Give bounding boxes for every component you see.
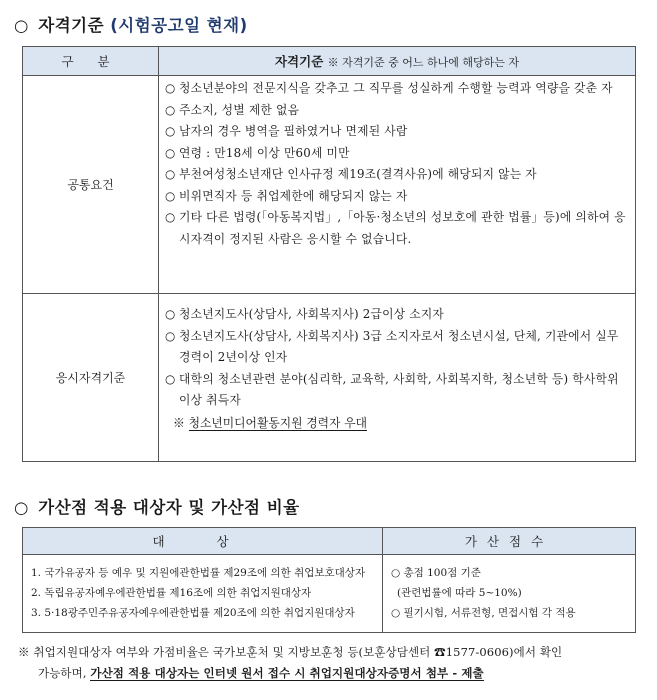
header-category: 구 분 <box>23 47 159 76</box>
list-item: ○ 청소년지도사(상담사, 사회복지사) 2급이상 소지자 <box>165 307 445 321</box>
note-mark: ※ <box>173 415 185 430</box>
bonus-table <box>22 527 636 633</box>
footnote-line2-bold: 가산점 적용 대상자는 인터넷 원서 접수 시 취업지원대상자증명서 첨부 - 제출 <box>90 666 484 680</box>
qualification-table <box>22 46 636 462</box>
header-criteria-sub: ※ 자격기준 중 어느 하나에 해당하는 자 <box>327 56 520 69</box>
footnote-line2 <box>18 663 640 684</box>
row-items-common <box>159 76 636 294</box>
list-item: ○ 총점 100점 기준 <box>391 567 481 579</box>
section-title-paren: (시험공고일 현재) <box>110 16 248 35</box>
list-item: (관련법률에 따라 5~10%) <box>397 587 522 599</box>
list-item: ○ 부천여성청소년재단 인사규정 제19조(결격사유)에 해당되지 않는 자 <box>165 167 537 181</box>
table-row <box>23 294 636 462</box>
list-item: ○ 청소년지도사(상담사, 사회복지사) 3급 소지자로서 청소년시설, 단체, 기관에서 실무 경력이 2년이상 인자 <box>165 328 619 364</box>
section-title-bonus <box>14 494 300 518</box>
header-criteria-label: 자격기준 <box>274 54 324 69</box>
list-item: ○ 대학의 청소년관련 분야(심리학, 교육학, 사회학, 사회복지학, 청소년학 등) 학사학위 이상 취득자 <box>165 371 619 407</box>
section-title-qualification <box>14 12 248 36</box>
section-bullet: ○ <box>14 498 29 517</box>
list-item: ○ 필기시험, 서류전형, 면접시험 각 적용 <box>391 607 576 619</box>
header-points: 가산점수 <box>383 528 636 555</box>
list-item: 1. 국가유공자 등 예우 및 지원에관한법률 제29조에 의한 취업보호대상자 <box>31 567 366 579</box>
row-items-eligibility <box>159 294 636 462</box>
table-header-row <box>23 528 636 555</box>
list-item: ○ 주소지, 성별 제한 없음 <box>165 102 300 117</box>
footnote-line1: 취업지원대상자 여부와 가점비율은 국가보훈처 및 지방보훈청 등(보훈상담센터 ☎1577-0606)에서 확인 <box>33 645 563 659</box>
section-title-text: 가산점 적용 대상자 및 가산점 비율 <box>38 498 300 517</box>
table-header-row <box>23 47 636 76</box>
table-row <box>23 555 636 633</box>
section-bullet: ○ <box>14 16 29 35</box>
header-criteria <box>159 47 636 76</box>
list-item: 2. 독립유공자예우에관한법률 제16조에 의한 취업지원대상자 <box>31 587 312 599</box>
footnote-line2-pre: 가능하며, <box>38 666 87 680</box>
footnote <box>18 642 640 684</box>
row-label-common: 공통요건 <box>23 76 159 294</box>
note-text: 청소년미디어활동지원 경력자 우대 <box>188 415 368 430</box>
list-item: 3. 5·18광주민주유공자예우에관한법률 제20조에 의한 취업지원대상자 <box>31 607 355 619</box>
bonus-points <box>383 555 636 633</box>
table-row <box>23 76 636 294</box>
preference-note <box>165 412 627 434</box>
bonus-targets <box>23 555 383 633</box>
list-item: ○ 연령 : 만18세 이상 만60세 미만 <box>165 145 350 160</box>
row-label-eligibility: 응시자격기준 <box>23 294 159 462</box>
list-item: ○ 비위면직자 등 취업제한에 해당되지 않는 자 <box>165 188 408 203</box>
list-item: ○ 청소년분야의 전문지식을 갖추고 그 직무를 성실하게 수행할 능력과 역량을 갖춘 자 <box>165 81 613 95</box>
list-item: ○ 남자의 경우 병역을 필하였거나 면제된 사람 <box>165 124 408 138</box>
section-title-text: 자격기준 <box>38 16 105 35</box>
footnote-mark: ※ <box>18 645 30 659</box>
list-item: ○ 기타 다른 법령(「아동복지법」,「아동·청소년의 성보호에 관한 법률」등)에 의하여 응시자격이 정지된 사람은 응시할 수 없습니다. <box>165 210 626 246</box>
header-target: 대 상 <box>23 528 383 555</box>
